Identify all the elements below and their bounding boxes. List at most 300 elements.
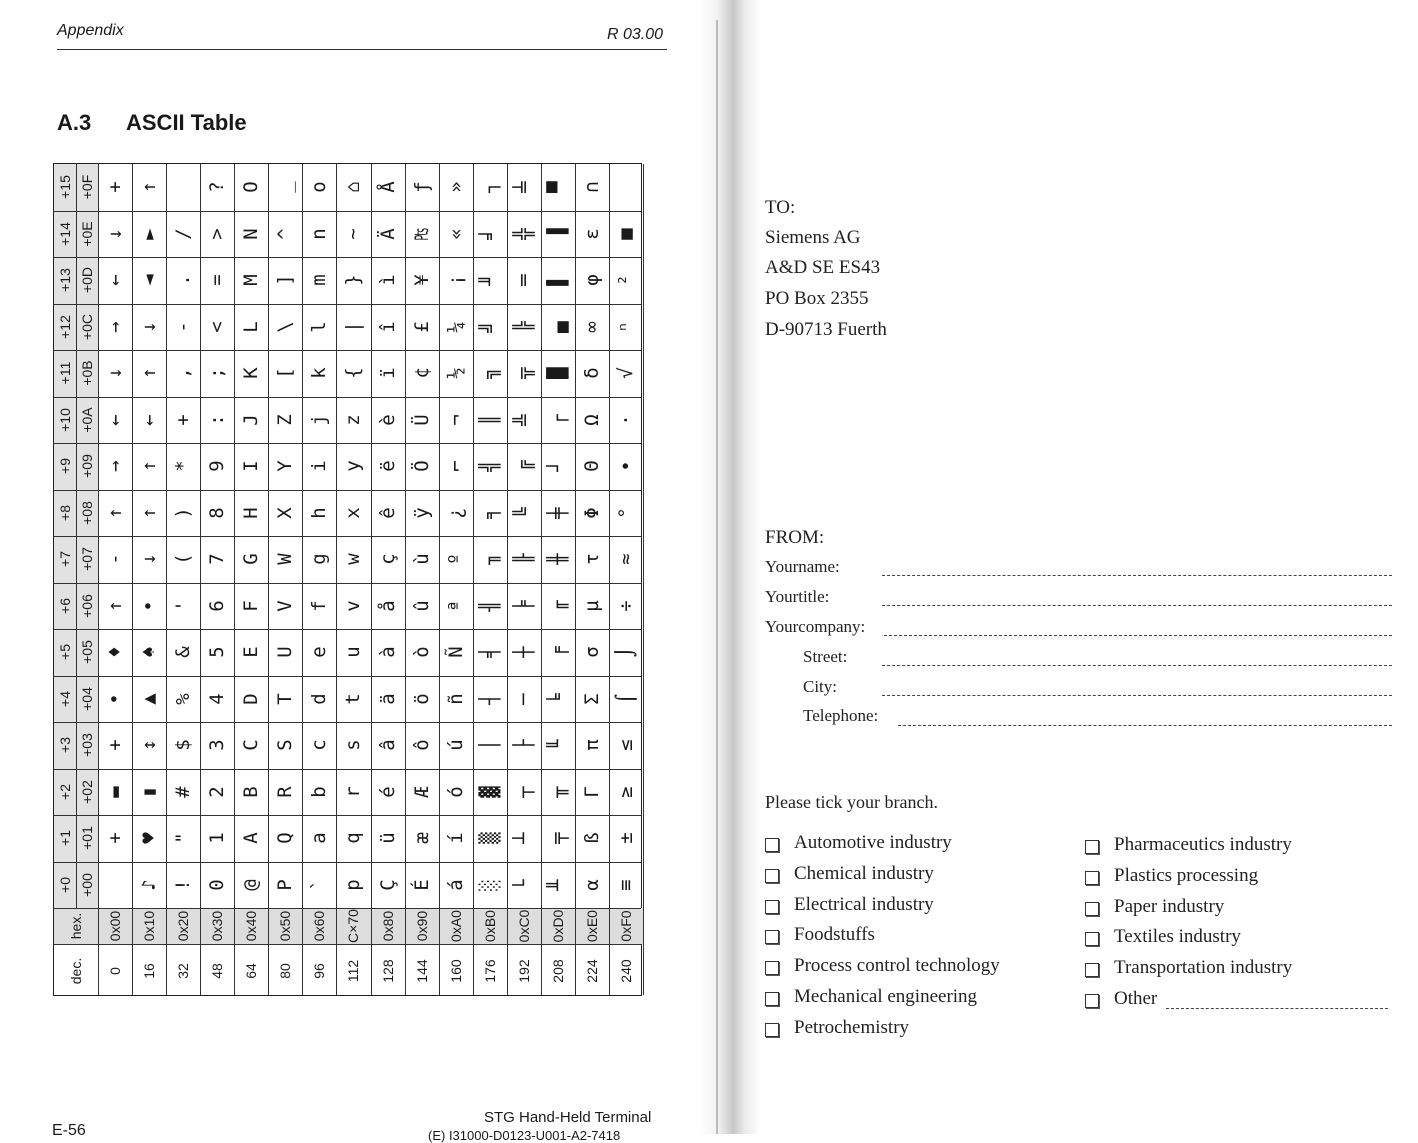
- ascii-glyph-cell: Ö: [410, 460, 433, 472]
- ascii-glyph-cell: →: [104, 321, 127, 333]
- grid-vline: [371, 164, 372, 995]
- hex-base-label: C×70: [345, 909, 362, 943]
- grid-vline: [609, 164, 610, 995]
- field-label-name: Yourname:: [765, 557, 840, 576]
- branch-checkbox[interactable]: [765, 961, 779, 975]
- hex-base-label: 0x30: [209, 910, 226, 942]
- dec-base-label: 224: [583, 958, 600, 983]
- ascii-glyph-cell: ←: [138, 414, 161, 426]
- ascii-glyph-cell: ⌡: [614, 646, 637, 658]
- ascii-glyph-cell: ╨: [546, 879, 569, 891]
- ascii-glyph-cell: -: [172, 321, 195, 333]
- ascii-glyph-cell: ↑: [138, 181, 161, 193]
- offset-label-plus: +4: [57, 690, 73, 707]
- ascii-glyph-cell: M: [240, 274, 263, 286]
- ascii-glyph-cell: ó: [444, 786, 467, 798]
- branch-option-label: Transportation industry: [1114, 957, 1293, 979]
- grid-hline: [54, 583, 641, 584]
- dec-base-label: 0: [107, 966, 124, 975]
- ascii-glyph-cell: ô: [410, 739, 433, 751]
- ascii-glyph-cell: ├: [512, 739, 535, 751]
- branch-option-label: Chemical industry: [794, 862, 934, 884]
- ascii-glyph-cell: 0: [206, 879, 229, 891]
- branch-option-label: Paper industry: [1114, 895, 1225, 917]
- offset-label-plus: +0: [57, 876, 73, 893]
- ascii-glyph-cell: 6: [206, 600, 229, 612]
- field-title-blank[interactable]: [882, 605, 1392, 606]
- branch-option-label: Other: [1114, 988, 1158, 1009]
- branch-checkbox[interactable]: [765, 838, 779, 852]
- grid-vline: [575, 164, 576, 995]
- ascii-glyph-cell: ♦: [104, 646, 127, 658]
- ascii-glyph-cell: W: [274, 553, 297, 565]
- ascii-glyph-cell: í: [444, 832, 467, 844]
- dec-base-label: 112: [345, 959, 362, 982]
- offset-label-hex: +0C: [79, 313, 95, 340]
- grid-hline: [54, 350, 641, 351]
- offset-label-hex: +0A: [79, 407, 95, 433]
- ascii-glyph-cell: ¼: [444, 321, 467, 333]
- ascii-glyph-cell: Ü: [410, 414, 433, 426]
- ascii-glyph-cell: ∞: [580, 321, 603, 333]
- ascii-glyph-cell: ë: [376, 460, 399, 472]
- hex-base-label: 0x10: [141, 910, 158, 942]
- dec-base-label: 80: [277, 962, 294, 979]
- offset-label-hex: +0B: [79, 360, 95, 386]
- branch-checkbox[interactable]: [1085, 871, 1099, 885]
- ascii-glyph-cell: •: [138, 600, 161, 612]
- ascii-glyph-cell: ¥: [410, 274, 433, 286]
- ascii-glyph-cell: ;: [206, 367, 229, 379]
- offset-label-hex: +01: [79, 826, 95, 851]
- ascii-glyph-cell: ¿: [444, 507, 467, 519]
- ascii-glyph-cell: ╗: [478, 367, 501, 379]
- dec-header-label: dec.: [68, 957, 84, 984]
- ascii-glyph-cell: ╦: [512, 367, 535, 379]
- ascii-glyph-cell: ↓: [104, 367, 127, 379]
- hex-base-label: 0x50: [277, 910, 294, 942]
- ascii-glyph-cell: ▓: [478, 786, 501, 798]
- ascii-glyph-cell: &: [172, 646, 195, 658]
- ascii-glyph-cell: 5: [206, 646, 229, 658]
- field-name-blank[interactable]: [882, 575, 1392, 576]
- dec-base-label: 176: [481, 958, 498, 983]
- field-telephone-blank[interactable]: [898, 725, 1392, 726]
- offset-label-plus: +2: [57, 783, 73, 800]
- ascii-glyph-cell: /: [172, 228, 195, 240]
- ascii-glyph-cell: ╝: [478, 321, 501, 333]
- grid-hline: [54, 676, 641, 677]
- address-line: PO Box 2355: [765, 288, 869, 309]
- dec-base-label: 32: [175, 962, 192, 979]
- ascii-glyph-cell: ¢: [410, 367, 433, 379]
- branch-checkbox[interactable]: [765, 1023, 779, 1037]
- ascii-glyph-cell: f: [308, 600, 331, 612]
- branch-checkbox[interactable]: [765, 900, 779, 914]
- ascii-glyph-cell: °: [614, 507, 637, 519]
- ascii-glyph-cell: ß: [580, 832, 603, 844]
- ascii-glyph-cell: \: [274, 321, 297, 333]
- ascii-glyph-cell: [: [274, 367, 297, 379]
- ascii-glyph-cell: ╞: [512, 600, 535, 612]
- address-line: D-90713 Fuerth: [765, 319, 887, 340]
- grid-vline: [439, 164, 440, 995]
- ascii-glyph-cell: ┤: [478, 693, 501, 705]
- grid-hline: [54, 536, 641, 537]
- ascii-glyph-cell: -: [104, 553, 127, 565]
- ascii-glyph-cell: K: [240, 367, 263, 379]
- ascii-glyph-cell: ◄: [138, 274, 161, 286]
- ascii-glyph-cell: ╘: [546, 693, 569, 705]
- branch-option-label: Process control technology: [794, 955, 1000, 977]
- ascii-glyph-cell: 9: [206, 460, 229, 472]
- field-label-street: Street:: [803, 647, 848, 666]
- ascii-glyph-cell: ê: [376, 507, 399, 519]
- ascii-glyph-cell: `: [308, 879, 331, 891]
- ascii-glyph-cell: %: [172, 693, 195, 705]
- ascii-glyph-cell: ■: [614, 228, 637, 240]
- ascii-glyph-cell: I: [240, 460, 263, 472]
- address-line: Siemens AG: [765, 227, 861, 248]
- ascii-glyph-cell: ≥: [614, 786, 637, 798]
- hex-base-label: 0x60: [311, 910, 328, 942]
- dec-base-label: 208: [549, 958, 566, 983]
- ascii-glyph-cell: Ñ: [444, 646, 467, 658]
- ascii-glyph-cell: z: [342, 414, 365, 426]
- ascii-glyph-cell: ≡: [614, 879, 637, 891]
- grid-vline: [507, 164, 508, 995]
- offset-label-hex: +05: [79, 640, 95, 665]
- grid-hline: [54, 862, 641, 863]
- branch-checkbox[interactable]: [1085, 902, 1099, 916]
- ascii-glyph-cell: Æ: [410, 786, 433, 798]
- header-section-label: Appendix: [57, 22, 124, 39]
- hex-base-label: 0x20: [175, 910, 192, 942]
- ascii-glyph-cell: ¬: [444, 414, 467, 426]
- ascii-glyph-cell: ∩: [580, 181, 603, 193]
- grid-vline: [405, 164, 406, 995]
- ascii-glyph-cell: ): [172, 507, 195, 519]
- dec-base-label: 48: [209, 962, 226, 979]
- ascii-glyph-cell: E: [240, 646, 263, 658]
- ascii-glyph-cell: y: [342, 460, 365, 472]
- ascii-glyph-cell: ?: [206, 181, 229, 193]
- ascii-glyph-cell: ┌: [546, 414, 569, 426]
- ascii-glyph-cell: Z: [274, 414, 297, 426]
- ascii-glyph-cell: ∙: [614, 460, 637, 472]
- ascii-glyph-cell: ╥: [546, 786, 569, 798]
- offset-label-plus: +15: [57, 175, 73, 200]
- hex-base-label: 0xF0: [617, 910, 634, 942]
- ascii-glyph-cell: æ: [410, 832, 433, 844]
- hex-base-label: 0xB0: [481, 910, 498, 942]
- field-label-title: Yourtitle:: [765, 587, 830, 606]
- ascii-glyph-cell: A: [240, 832, 263, 844]
- ascii-glyph-cell: é: [376, 786, 399, 798]
- ascii-glyph-cell: p: [342, 879, 365, 891]
- ascii-glyph-cell: Q: [274, 832, 297, 844]
- grid-hline: [54, 629, 641, 630]
- branch-checkbox[interactable]: [1085, 840, 1099, 854]
- offset-label-plus: +14: [57, 221, 73, 246]
- ascii-glyph-cell: ╢: [478, 600, 501, 612]
- branch-checkbox[interactable]: [1085, 963, 1099, 977]
- ascii-glyph-cell: j: [308, 414, 331, 426]
- ascii-glyph-cell: ╓: [546, 600, 569, 612]
- offset-label-plus: +13: [57, 268, 73, 293]
- branch-option-label: Automotive industry: [794, 832, 952, 853]
- offset-label-hex: +09: [79, 454, 95, 479]
- ascii-glyph-cell: ⌂: [342, 181, 365, 193]
- ascii-glyph-cell: Σ: [580, 693, 603, 705]
- ascii-glyph-cell: l: [308, 321, 331, 333]
- ascii-glyph-cell: ñ: [444, 693, 467, 705]
- grid-vline: [302, 164, 303, 995]
- ascii-glyph-cell: o: [308, 181, 331, 193]
- dec-base-label: 144: [413, 958, 430, 983]
- ascii-glyph-cell: @: [240, 879, 263, 891]
- ascii-glyph-cell: i: [308, 460, 331, 472]
- ascii-glyph-cell: ╩: [512, 414, 535, 426]
- ascii-glyph-cell: ⁿ: [614, 321, 637, 333]
- ascii-glyph-cell: ←: [104, 274, 127, 286]
- offset-label-plus: +7: [57, 551, 73, 568]
- ascii-glyph-cell: ╬: [512, 228, 535, 240]
- ascii-glyph-cell: P: [274, 879, 297, 891]
- ascii-glyph-cell: 3: [206, 739, 229, 751]
- ascii-glyph-cell: ♥: [138, 832, 161, 844]
- grid-vline: [166, 164, 167, 995]
- ascii-glyph-cell: ─: [512, 693, 535, 705]
- ascii-glyph-cell: £: [410, 321, 433, 333]
- ascii-glyph-cell: r: [342, 786, 365, 798]
- grid-hline: [54, 769, 641, 770]
- ascii-glyph-cell: ▬: [104, 786, 127, 798]
- ascii-glyph-cell: =: [206, 274, 229, 286]
- hex-base-label: 0xD0: [549, 909, 566, 943]
- dec-base-label: 192: [515, 958, 532, 983]
- offset-label-plus: +9: [57, 458, 73, 475]
- ascii-glyph-cell: ►: [138, 228, 161, 240]
- ascii-glyph-cell: 2: [206, 786, 229, 798]
- offset-label-hex: +07: [79, 547, 95, 572]
- ascii-glyph-cell: ═: [512, 274, 535, 286]
- field-city-blank[interactable]: [882, 695, 1392, 696]
- ascii-glyph-cell: ·: [614, 414, 637, 426]
- ascii-glyph-cell: V: [274, 600, 297, 612]
- branch-checkbox[interactable]: [765, 930, 779, 944]
- ascii-glyph-cell: $: [172, 739, 195, 751]
- ascii-glyph-cell: ⌠: [614, 693, 637, 705]
- ascii-glyph-cell: B: [240, 786, 263, 798]
- ascii-glyph-cell: ▒: [478, 832, 501, 844]
- grid-hline: [54, 815, 641, 816]
- ascii-glyph-cell: e: [308, 646, 331, 658]
- ascii-glyph-cell: ': [172, 600, 195, 612]
- hex-base-label: 0x90: [413, 910, 430, 942]
- ascii-glyph-cell: ╤: [546, 832, 569, 844]
- ascii-glyph-cell: ƒ: [410, 181, 433, 193]
- ascii-glyph-cell: ▌: [546, 274, 569, 286]
- branch-option-label: Foodstuffs: [794, 924, 875, 946]
- ascii-glyph-cell: +: [104, 832, 127, 844]
- ascii-table: [53, 163, 642, 996]
- footer-page-number: E-56: [52, 1122, 86, 1139]
- ascii-glyph-cell: _: [274, 181, 297, 193]
- grid-hline: [54, 257, 641, 258]
- branch-option-label: Mechanical engineering: [794, 986, 978, 1007]
- grid-hline: [54, 722, 641, 723]
- grid-vline: [541, 164, 542, 995]
- ascii-glyph-cell: █: [546, 367, 569, 379]
- ascii-glyph-cell: :: [206, 414, 229, 426]
- grid-hline: [54, 211, 641, 212]
- ascii-glyph-cell: ╧: [512, 181, 535, 193]
- ascii-glyph-cell: ≈: [614, 553, 637, 565]
- branch-checkbox[interactable]: [765, 869, 779, 883]
- ascii-glyph-cell: ║: [478, 414, 501, 426]
- ascii-glyph-cell: Ω: [580, 414, 603, 426]
- hex-base-label: 0xC0: [515, 909, 532, 943]
- ascii-glyph-cell: á: [444, 879, 467, 891]
- ascii-glyph-cell: Ç: [376, 879, 399, 891]
- ascii-glyph-cell: >: [206, 228, 229, 240]
- grid-vline: [268, 164, 269, 995]
- ascii-glyph-cell: U: [274, 646, 297, 658]
- ascii-glyph-cell: ↑: [104, 507, 127, 519]
- ascii-glyph-cell: ╫: [546, 553, 569, 565]
- ascii-glyph-cell: ↑: [138, 507, 161, 519]
- offset-label-hex: +0F: [79, 175, 95, 200]
- offset-label-plus: +3: [57, 737, 73, 754]
- ascii-glyph-cell: n: [308, 228, 331, 240]
- ascii-glyph-cell: ^: [274, 228, 297, 240]
- offset-label-hex: +0E: [79, 221, 95, 247]
- branch-option-label: Textiles industry: [1114, 926, 1241, 948]
- branch-option-label: Plastics processing: [1114, 864, 1259, 886]
- ascii-glyph-cell: ┬: [512, 786, 535, 798]
- header-revision: R 03.00: [607, 26, 664, 43]
- offset-label-hex: +04: [79, 686, 95, 711]
- ascii-glyph-cell: ←: [104, 414, 127, 426]
- ascii-glyph-cell: q: [342, 832, 365, 844]
- offset-label-plus: +5: [57, 644, 73, 661]
- ascii-glyph-cell: ▀: [546, 181, 569, 193]
- ascii-glyph-cell: ¡: [444, 274, 467, 286]
- ascii-glyph-cell: X: [274, 507, 297, 519]
- grid-vline: [200, 164, 201, 995]
- ascii-glyph-cell: t: [342, 693, 365, 705]
- field-street-blank[interactable]: [882, 665, 1392, 666]
- hex-base-label: 0x80: [379, 910, 396, 942]
- ascii-glyph-cell: è: [376, 414, 399, 426]
- ascii-glyph-cell: |: [342, 321, 365, 333]
- ascii-glyph-cell: à: [376, 646, 399, 658]
- ascii-glyph-cell: ÷: [614, 600, 637, 612]
- footer-title: STG Hand-Held Terminal: [484, 1109, 652, 1126]
- ascii-glyph-cell: ♠: [138, 646, 161, 658]
- ascii-glyph-cell: S: [274, 739, 297, 751]
- ascii-glyph-cell: δ: [580, 367, 603, 379]
- ascii-glyph-cell: ╕: [478, 507, 501, 519]
- ascii-glyph-cell: √: [614, 367, 637, 379]
- dec-base-label: 64: [243, 962, 260, 979]
- ascii-glyph-cell: ε: [580, 228, 603, 240]
- ascii-glyph-cell: ì: [376, 274, 399, 286]
- from-label: FROM:: [765, 527, 825, 548]
- ascii-glyph-cell: ↑: [138, 460, 161, 472]
- ascii-glyph-cell: ▄: [546, 321, 569, 333]
- ascii-glyph-cell: [615, 172, 637, 202]
- ascii-glyph-cell: +: [172, 414, 195, 426]
- ascii-glyph-cell: {: [342, 367, 365, 379]
- ascii-glyph-cell: !: [172, 879, 195, 891]
- grid-vline: [234, 164, 235, 995]
- ascii-glyph-cell: ┘: [546, 460, 569, 472]
- ascii-glyph-cell: â: [376, 739, 399, 751]
- ascii-glyph-cell: ┴: [512, 832, 535, 844]
- ascii-glyph-cell: d: [308, 693, 331, 705]
- ascii-glyph-cell: ╖: [478, 553, 501, 565]
- ascii-glyph-cell: ↓: [138, 553, 161, 565]
- offset-label-hex: +08: [79, 500, 95, 525]
- ascii-glyph-cell: ╟: [512, 553, 535, 565]
- dec-base-label: 128: [379, 958, 396, 983]
- branch-checkbox[interactable]: [1085, 994, 1099, 1008]
- grid-vline: [132, 164, 133, 995]
- ascii-glyph-cell: G: [240, 553, 263, 565]
- ascii-glyph-cell: +: [104, 739, 127, 751]
- grid-vline: [643, 164, 644, 995]
- ascii-glyph-cell: ₧: [410, 228, 433, 240]
- ascii-glyph-cell: »: [444, 181, 467, 193]
- other-branch-blank[interactable]: [1166, 1008, 1388, 1009]
- ascii-glyph-cell: ½: [444, 367, 467, 379]
- ascii-glyph-cell: u: [342, 646, 365, 658]
- ascii-glyph-cell: ]: [274, 274, 297, 286]
- to-label: TO:: [765, 197, 796, 218]
- ascii-glyph-cell: π: [580, 739, 603, 751]
- ascii-glyph-cell: ╣: [478, 460, 501, 472]
- field-company-blank[interactable]: [884, 635, 1392, 636]
- ascii-glyph-cell: ↕: [138, 739, 161, 751]
- grid-hline: [54, 397, 641, 398]
- ascii-glyph-cell: Å: [376, 181, 399, 193]
- ascii-glyph-cell: N: [240, 228, 263, 240]
- ascii-glyph-cell: c: [308, 739, 331, 751]
- ascii-glyph-cell: J: [240, 414, 263, 426]
- ascii-glyph-cell: î: [376, 321, 399, 333]
- branch-checkbox[interactable]: [1085, 932, 1099, 946]
- ascii-glyph-cell: ,: [172, 367, 195, 379]
- ascii-glyph-cell: }: [342, 274, 365, 286]
- ascii-glyph-cell: τ: [580, 553, 603, 565]
- field-label-city: City:: [803, 677, 838, 696]
- ascii-glyph-cell: │: [478, 739, 501, 751]
- branch-checkbox[interactable]: [765, 992, 779, 1006]
- ascii-glyph-cell: O: [240, 181, 263, 193]
- ascii-glyph-cell: F: [240, 600, 263, 612]
- ascii-glyph-cell: Ä: [376, 228, 399, 240]
- branch-option-label: Petrochemistry: [794, 1016, 910, 1038]
- ascii-glyph-cell: ╒: [546, 646, 569, 658]
- ascii-glyph-cell: σ: [580, 646, 603, 658]
- ascii-glyph-cell: 8: [206, 507, 229, 519]
- ascii-glyph-cell: →: [104, 460, 127, 472]
- dec-base-label: 160: [447, 958, 464, 983]
- ascii-glyph-cell: +: [104, 181, 127, 193]
- ascii-glyph-cell: å: [376, 600, 399, 612]
